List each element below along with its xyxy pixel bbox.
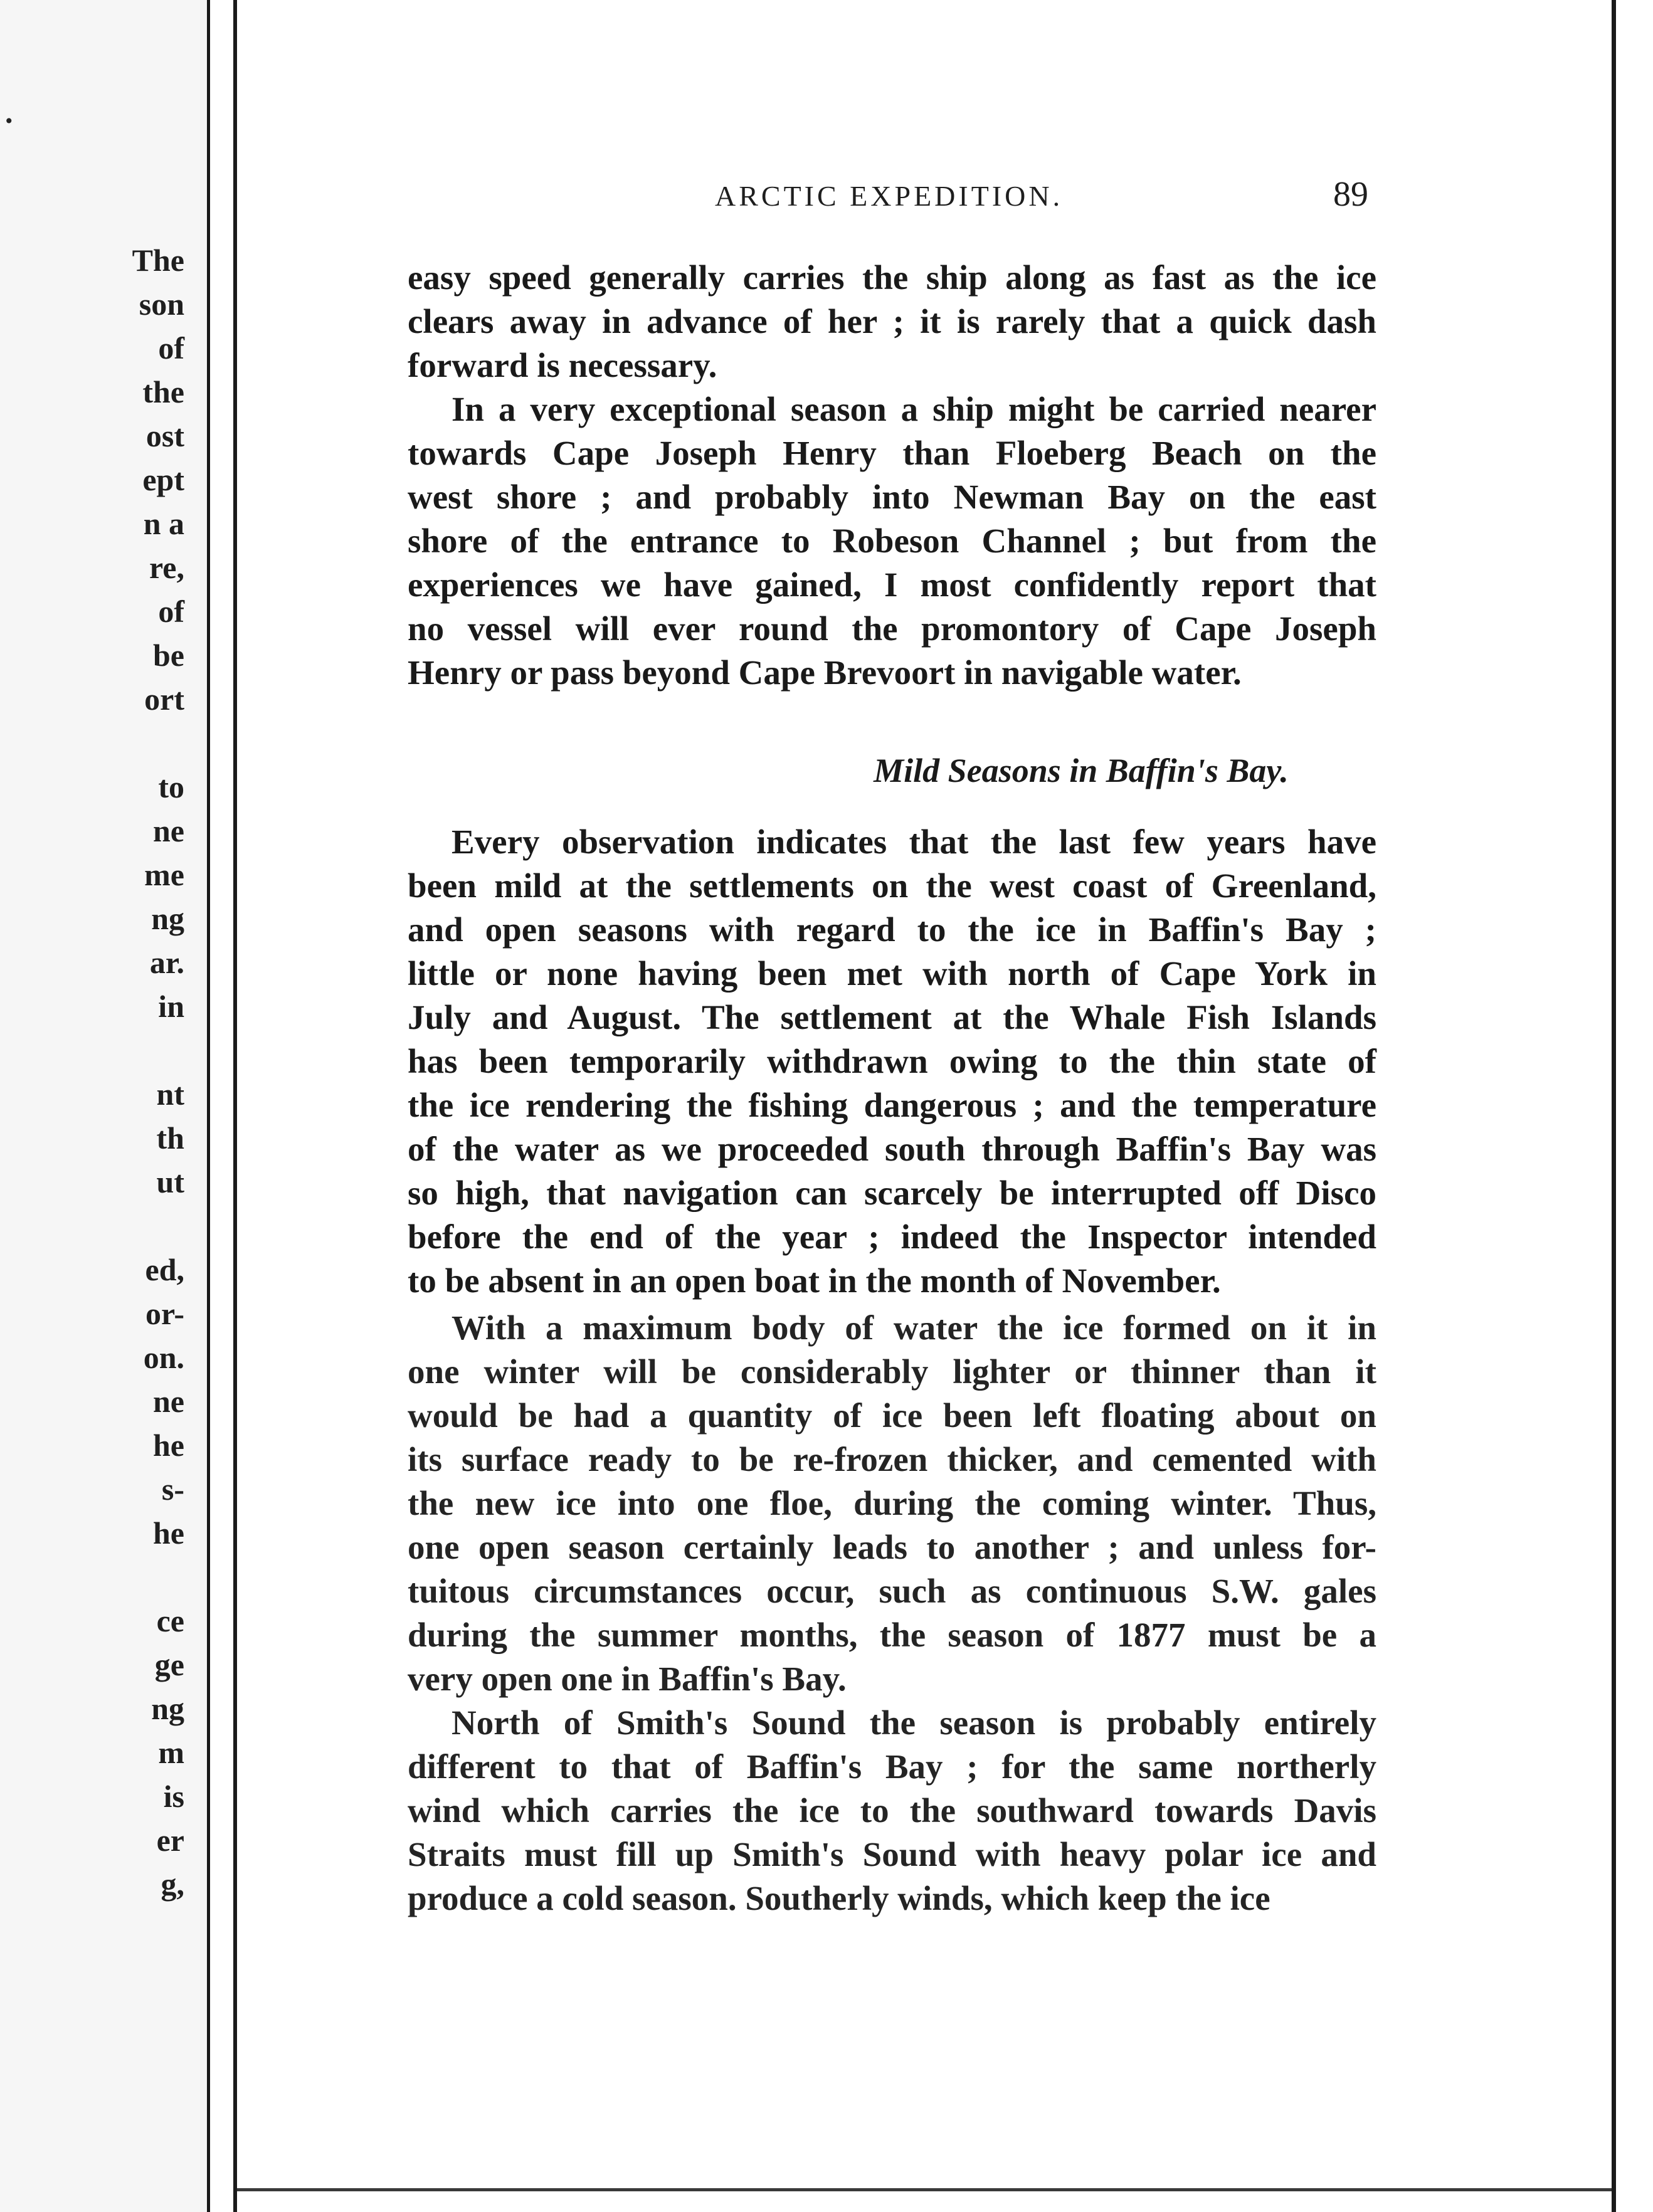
facing-page-fragment: of bbox=[158, 594, 184, 629]
facing-page-fragment: ge bbox=[154, 1647, 184, 1682]
facing-page-text-fragments bbox=[132, 238, 184, 1906]
text-line: different to that of Baffin's Bay ; for the same northerly bbox=[408, 1747, 1376, 1786]
facing-page-edge bbox=[0, 0, 210, 2212]
text-line: one open season certainly leads to another ; and unless for- bbox=[408, 1528, 1376, 1566]
paragraph-3 bbox=[408, 820, 1376, 1303]
paragraph-2 bbox=[408, 387, 1376, 695]
text-line: Every observation indicates that the last few years have bbox=[452, 823, 1376, 861]
facing-page-fragment: The bbox=[132, 243, 184, 278]
facing-page-fragment: ne bbox=[153, 1384, 184, 1419]
facing-page-fragment: nt bbox=[156, 1077, 184, 1112]
text-line: clears away in advance of her ; it is rarely that a quick dash bbox=[408, 302, 1376, 340]
text-line: tuitous circumstances occur, such as continuous S.W. gales bbox=[408, 1572, 1376, 1610]
text-line: the new ice into one floe, during the coming winter. Thus, bbox=[408, 1484, 1376, 1522]
right-margin-strip bbox=[1621, 0, 1653, 2212]
text-line: July and August. The settlement at the Whale Fish Islands bbox=[408, 998, 1376, 1036]
text-line: Henry or pass beyond Cape Brevoort in navigable water. bbox=[408, 653, 1242, 692]
text-line: produce a cold season. Southerly winds, which keep the ice bbox=[408, 1879, 1270, 1917]
text-line: easy speed generally carries the ship along as fast as the ice bbox=[408, 258, 1376, 297]
facing-page-fragment: er bbox=[156, 1823, 184, 1858]
facing-page-fragment: me bbox=[144, 857, 184, 892]
text-line: has been temporarily withdrawn owing to the thin state of bbox=[408, 1042, 1376, 1080]
text-line: In a very exceptional season a ship might be carried nearer bbox=[452, 390, 1376, 428]
text-line: would be had a quantity of ice been left floating about on bbox=[408, 1396, 1376, 1435]
text-line: shore of the entrance to Robeson Channel ; but from the bbox=[408, 522, 1376, 560]
facing-page-fragment: of bbox=[158, 330, 184, 366]
facing-page-fragment bbox=[132, 1028, 184, 1072]
page-number: 89 bbox=[1333, 175, 1368, 214]
text-line: little or none having been met with north of Cape York in bbox=[408, 954, 1376, 993]
text-line: before the end of the year ; indeed the Inspector intended bbox=[408, 1218, 1376, 1256]
text-line: one winter will be considerably lighter or thinner than it bbox=[408, 1352, 1376, 1391]
text-line: west shore ; and probably into Newman Bay on the east bbox=[408, 478, 1376, 516]
facing-page-fragment: g, bbox=[161, 1867, 184, 1902]
text-line: North of Smith's Sound the season is probably entirely bbox=[452, 1704, 1376, 1742]
facing-page-fragment: in bbox=[158, 989, 184, 1024]
text-line: of the water as we proceeded south through Baffin's Bay was bbox=[408, 1130, 1376, 1168]
facing-page-fragment: ost bbox=[145, 418, 184, 453]
text-line: and open seasons with regard to the ice in Baffin's Bay ; bbox=[408, 910, 1376, 949]
facing-page-fragment: ng bbox=[151, 1691, 184, 1726]
text-line: With a maximum body of water the ice formed on it in bbox=[452, 1309, 1376, 1347]
text-line: experiences we have gained, I most confidently report that bbox=[408, 566, 1376, 604]
facing-page-fragment: son bbox=[139, 287, 184, 322]
facing-page-fragment: ce bbox=[156, 1603, 184, 1638]
facing-page-fragment: ng bbox=[151, 901, 184, 936]
facing-page-fragment: is bbox=[163, 1779, 184, 1814]
facing-page-fragment: re, bbox=[149, 550, 184, 585]
text-line: so high, that navigation can scarcely be interrupted off Disco bbox=[408, 1174, 1376, 1212]
text-line: towards Cape Joseph Henry than Floeberg Beach on the bbox=[408, 434, 1376, 472]
section-heading-text: Mild Seasons in Baffin's Bay. bbox=[874, 752, 1289, 789]
text-line: no vessel will ever round the promontory of Cape Joseph bbox=[408, 609, 1376, 648]
text-line: Straits must fill up Smith's Sound with heavy polar ice and bbox=[408, 1835, 1376, 1873]
page-bottom-rule bbox=[237, 2188, 1612, 2191]
facing-page-fragment: he bbox=[153, 1428, 184, 1463]
paragraph-4 bbox=[408, 1306, 1376, 1701]
facing-page-fragment: ar. bbox=[149, 945, 184, 980]
facing-page-fragment: th bbox=[156, 1120, 184, 1156]
text-line: its surface ready to be re-frozen thicker, and cemented with bbox=[408, 1440, 1376, 1478]
running-head: ARCTIC EXPEDITION. bbox=[715, 180, 1064, 212]
section-heading bbox=[0, 751, 1653, 790]
facing-page-fragment: ept bbox=[142, 462, 184, 497]
facing-page-fragment: be bbox=[153, 638, 184, 673]
facing-page-fragment: ut bbox=[156, 1164, 184, 1199]
facing-page-fragment: n a bbox=[143, 506, 184, 541]
facing-page-fragment bbox=[132, 1555, 184, 1599]
facing-page-fragment: he bbox=[153, 1515, 184, 1551]
text-line: the ice rendering the fishing dangerous ; and the temperature bbox=[408, 1086, 1376, 1124]
facing-page-fragment: m bbox=[158, 1735, 184, 1770]
paragraph-1 bbox=[408, 256, 1376, 387]
facing-page-fragment: ed, bbox=[145, 1252, 184, 1287]
text-line: wind which carries the ice to the southward towards Davis bbox=[408, 1791, 1376, 1830]
facing-page-fragment: ort bbox=[144, 682, 184, 717]
facing-page-dot: . bbox=[5, 95, 13, 130]
facing-page-fragment: to bbox=[158, 769, 184, 804]
facing-page-fragment: s- bbox=[161, 1472, 184, 1507]
paragraph-5 bbox=[408, 1701, 1376, 1920]
facing-page-fragment bbox=[132, 1204, 184, 1248]
text-line: to be absent in an open boat in the month of November. bbox=[408, 1261, 1221, 1300]
text-line: forward is necessary. bbox=[408, 346, 717, 384]
facing-page-fragment: the bbox=[142, 374, 184, 409]
text-line: been mild at the settlements on the west coast of Greenland, bbox=[408, 866, 1376, 905]
facing-page-fragment: on. bbox=[143, 1340, 184, 1375]
text-line: during the summer months, the season of 1877 must be a bbox=[408, 1616, 1376, 1654]
facing-page-fragment: or- bbox=[145, 1296, 184, 1331]
text-line: very open one in Baffin's Bay. bbox=[408, 1660, 847, 1698]
facing-page-fragment: ne bbox=[153, 813, 184, 848]
